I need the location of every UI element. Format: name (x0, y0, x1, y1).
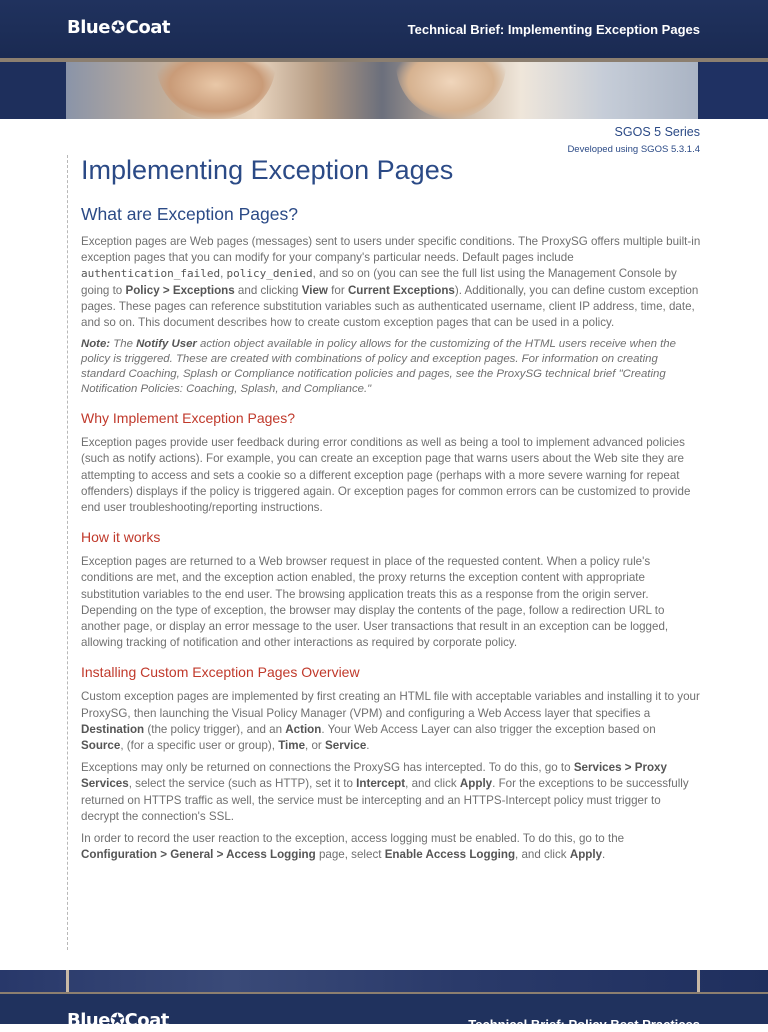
page-header (0, 0, 768, 58)
paragraph-install-2: Exceptions may only be returned on connections the ProxySG has intercepted. To do this, go to Services > Proxy Services, select the service (such as HTTP), set it to Intercept, and click Apply. For the exceptions to be successfully returned on HTTPS traffic as well, the service must be intercepting and an HTTPS-Intercept policy must trigger to decrypt the connection's SSL. (81, 761, 689, 823)
header-brief-title: Technical Brief: Implementing Exception Pages (407, 22, 700, 37)
section-heading-what: What are Exception Pages? (81, 204, 298, 224)
section-heading-install: Installing Custom Exception Pages Overview (81, 664, 360, 681)
paragraph-why: Exception pages provide user feedback during error conditions as well as being a tool to implement advanced policies (such as notify actions). For example, you can create an exception page that warns users about the Web site they are attempting to access and sets a cookie so a different exception page (perhaps with a more severe warning for repeat offenders) displays if the policy is triggered again. Or exception pages for common errors can be customized to provide end user troubleshooting/reporting instructions. (81, 436, 691, 515)
page-footer (0, 970, 768, 1032)
paragraph-install-1: Custom exception pages are implemented by first creating an HTML file with acceptable variables and installing it to your ProxySG, then launching the Visual Policy Manager (VPM) and configuring a Web Access layer that specifies a Destination (the policy trigger), and an Action. Your Web Access Layer can also trigger the exception based on Source, (for a specific user or group), Time, or Service. (81, 690, 700, 753)
series-info (567, 125, 700, 155)
code-authentication-failed: authentication_failed (81, 267, 221, 281)
banner-person-2 (396, 62, 506, 119)
note-paragraph: Note: The Notify User action object available in policy allows for the customizing of the HTML users receive when the policy is triggered. These are created with combinations of policy and exception pages. For information on creating standard Coaching, Splash or Compliance notification policies and pages, see the ProxySG technical brief "Creating Notification Policies: Coaching, Splash, and Compliance." (81, 338, 676, 396)
paragraph-what: Exception pages are Web pages (messages) sent to users under specific conditions. The ProxySG offers multiple built-in exception pages that you can modify for your company's particular needs. Default pages include authentication_failed, policy_denied, and so on (you can see the full list using the Management Console by going to Policy > Exceptions and clicking View for Current Exceptions). Additionally, you can define custom exception pages. These pages can reference substitution variables such as authenticated username, client IP address, time, date, and so on. This document describes how to create custom exception pages that can be used in a policy. (81, 235, 701, 330)
bluecoat-logo (67, 17, 170, 38)
developed-using: Developed using SGOS 5.3.1.4 (567, 144, 700, 155)
banner-person-1 (156, 62, 276, 119)
footer-logo-star-icon: ✪ (109, 1010, 125, 1031)
footer-bar-right (697, 970, 700, 994)
header-banner (0, 62, 768, 119)
document-title: Implementing Exception Pages (81, 155, 454, 185)
footer-stripe (0, 992, 768, 994)
footer-banner (0, 970, 768, 994)
footer-brief-title: Technical Brief: Policy Best Practices (468, 1017, 700, 1032)
logo-text-right: Coat (125, 17, 170, 38)
logo-text-left: Blue (67, 17, 110, 38)
paragraph-install-3: In order to record the user reaction to the exception, access logging must be enabled. To do this, go to the Configuration > General > Access Logging page, select Enable Access Logging, and click Apply. (81, 832, 625, 862)
section-heading-how: How it works (81, 529, 161, 546)
banner-right-block (700, 62, 768, 119)
series-name: SGOS 5 Series (614, 125, 700, 139)
margin-divider (67, 155, 68, 950)
document-body (81, 152, 701, 869)
paragraph-how: Exception pages are returned to a Web browser request in place of the requested content. When a policy rule's conditions are met, and the exception action enabled, the proxy returns the exception content with appropriate substitution variables to the end user. The browsing application treats this as a response from the origin server. Depending on the type of exception, the browser may display the contents of the page, follow a redirection URL to another page, or display an error message to the user. User transactions that result in an exception can be logged, allowing tracking of notification and other interactions as required by corporate policy. (81, 555, 669, 650)
footer-logo: Blue✪Coat (67, 1010, 169, 1031)
footer-bar-left (66, 970, 69, 994)
logo-star-icon: ✪ (110, 18, 125, 38)
section-heading-why: Why Implement Exception Pages? (81, 410, 295, 427)
banner-photo (66, 62, 698, 119)
code-policy-denied: policy_denied (226, 267, 313, 281)
